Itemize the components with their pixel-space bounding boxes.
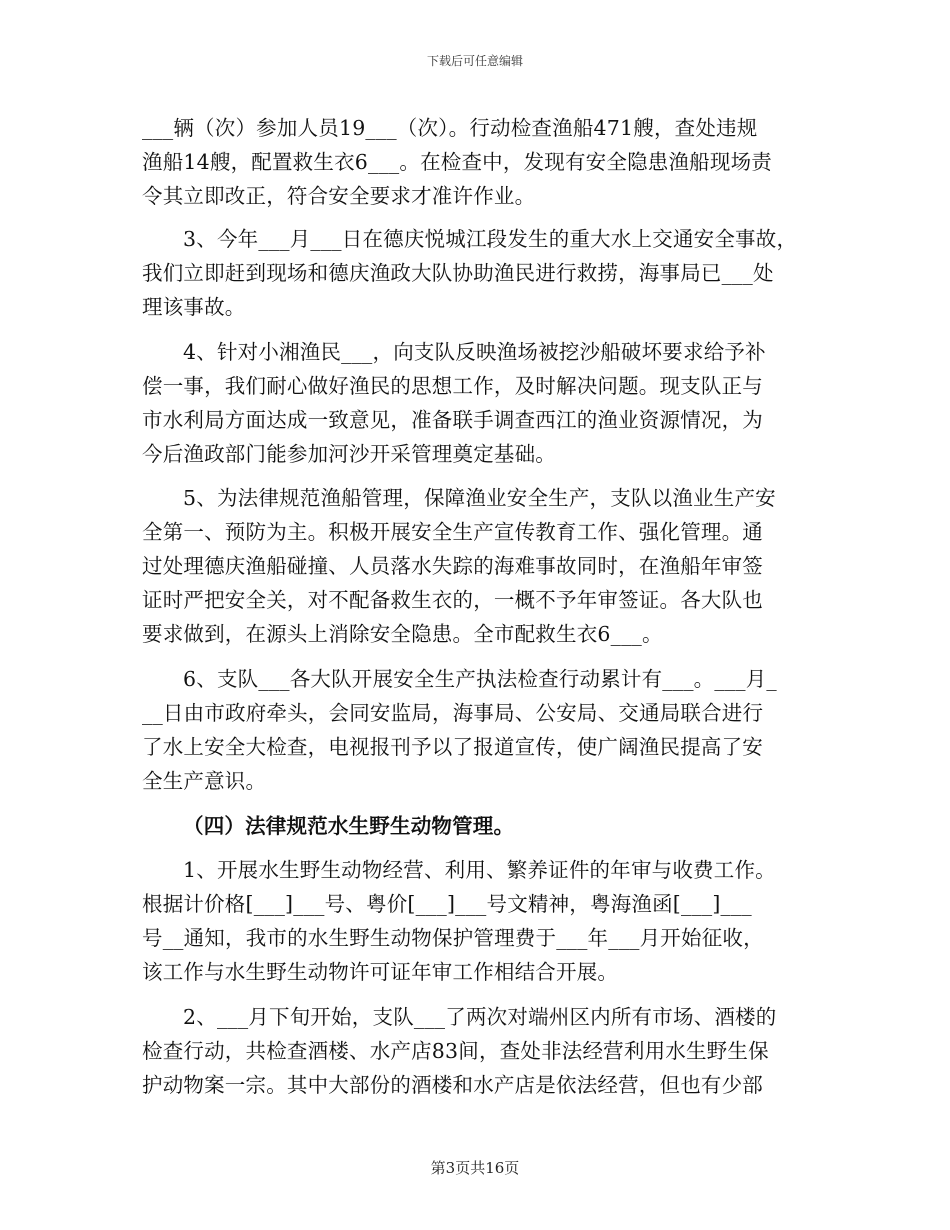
body-line: 号__通知，我市的水生野生动物保护管理费于___年___月开始征收， (142, 926, 764, 950)
paragraph-line-6: 6、支队___各大队开展安全生产执法检查行动累计有___。___月_ (183, 667, 777, 691)
body-line: ___辆（次）参加人员19___（次）。行动检查渔船471艘，查处违规 (142, 116, 758, 140)
paragraph-line-5: 5、为法律规范渔船管理，保障渔业安全生产，支队以渔业生产安 (183, 486, 776, 510)
body-line: 护动物案一宗。其中大部份的酒楼和水产店是依法经营，但也有少部 (142, 1073, 763, 1097)
body-line: 证时严把安全关，对不配备救生衣的，一概不予年审签证。各大队也 (142, 588, 763, 612)
body-line: 该工作与水生野生动物许可证年审工作相结合开展。 (142, 960, 619, 984)
body-line: 令其立即改正，符合安全要求才准许作业。 (142, 184, 536, 208)
body-line: 检查行动，共检查酒楼、水产店83间，查处非法经营利用水生野生保 (142, 1039, 769, 1063)
page-footer: 第3页共16页 (430, 1159, 520, 1177)
page-header: 下载后可任意编辑 (426, 54, 523, 68)
section-heading: （四）法律规范水生野生动物管理。 (183, 814, 515, 838)
paragraph-line-3: 3、今年___月___日在德庆悦城江段发生的重大水上交通安全事故， (183, 227, 798, 251)
paragraph-line-2: 2、___月下旬开始，支队___了两次对端州区内所有市场、酒楼的 (183, 1005, 777, 1029)
body-line: 根据计价格[___]___号、粤价[___]___号文精神，粤海渔函[___]___ (142, 892, 752, 916)
body-line: 过处理德庆渔船碰撞、人员落水失踪的海难事故同时，在渔船年审签 (142, 554, 763, 578)
body-line: 市水利局方面达成一致意见，准备联手调查西江的渔业资源情况，为 (142, 408, 763, 432)
body-line: 全生产意识。 (142, 769, 267, 793)
paragraph-line-1: 1、开展水生野生动物经营、利用、繁养证件的年审与收费工作。 (183, 858, 776, 882)
paragraph-line-4: 4、针对小湘渔民___，向支队反映渔场被挖沙船破坏要求给予补 (183, 340, 766, 364)
body-line: 我们立即赶到现场和德庆渔政大队协助渔民进行救捞，海事局已___处 (142, 261, 774, 285)
body-line: 全第一、预防为主。积极开展安全生产宣传教育工作、强化管理。通 (142, 520, 763, 544)
body-line: 理该事故。 (142, 295, 246, 319)
body-line: 渔船14艘，配置救生衣6___。在检查中，发现有安全隐患渔船现场责 (142, 150, 772, 174)
body-line: __日由市政府牵头，会同安监局，海事局、公安局、交通局联合进行 (142, 701, 764, 725)
body-line: 今后渔政部门能参加河沙开采管理奠定基础。 (142, 442, 556, 466)
body-line: 要求做到，在源头上消除安全隐患。全市配救生衣6___。 (142, 622, 663, 646)
body-line: 了水上安全大检查，电视报刊予以了报道宣传，使广阔渔民提高了安 (142, 735, 763, 759)
body-line: 偿一事，我们耐心做好渔民的思想工作，及时解决问题。现支队正与 (142, 374, 763, 398)
